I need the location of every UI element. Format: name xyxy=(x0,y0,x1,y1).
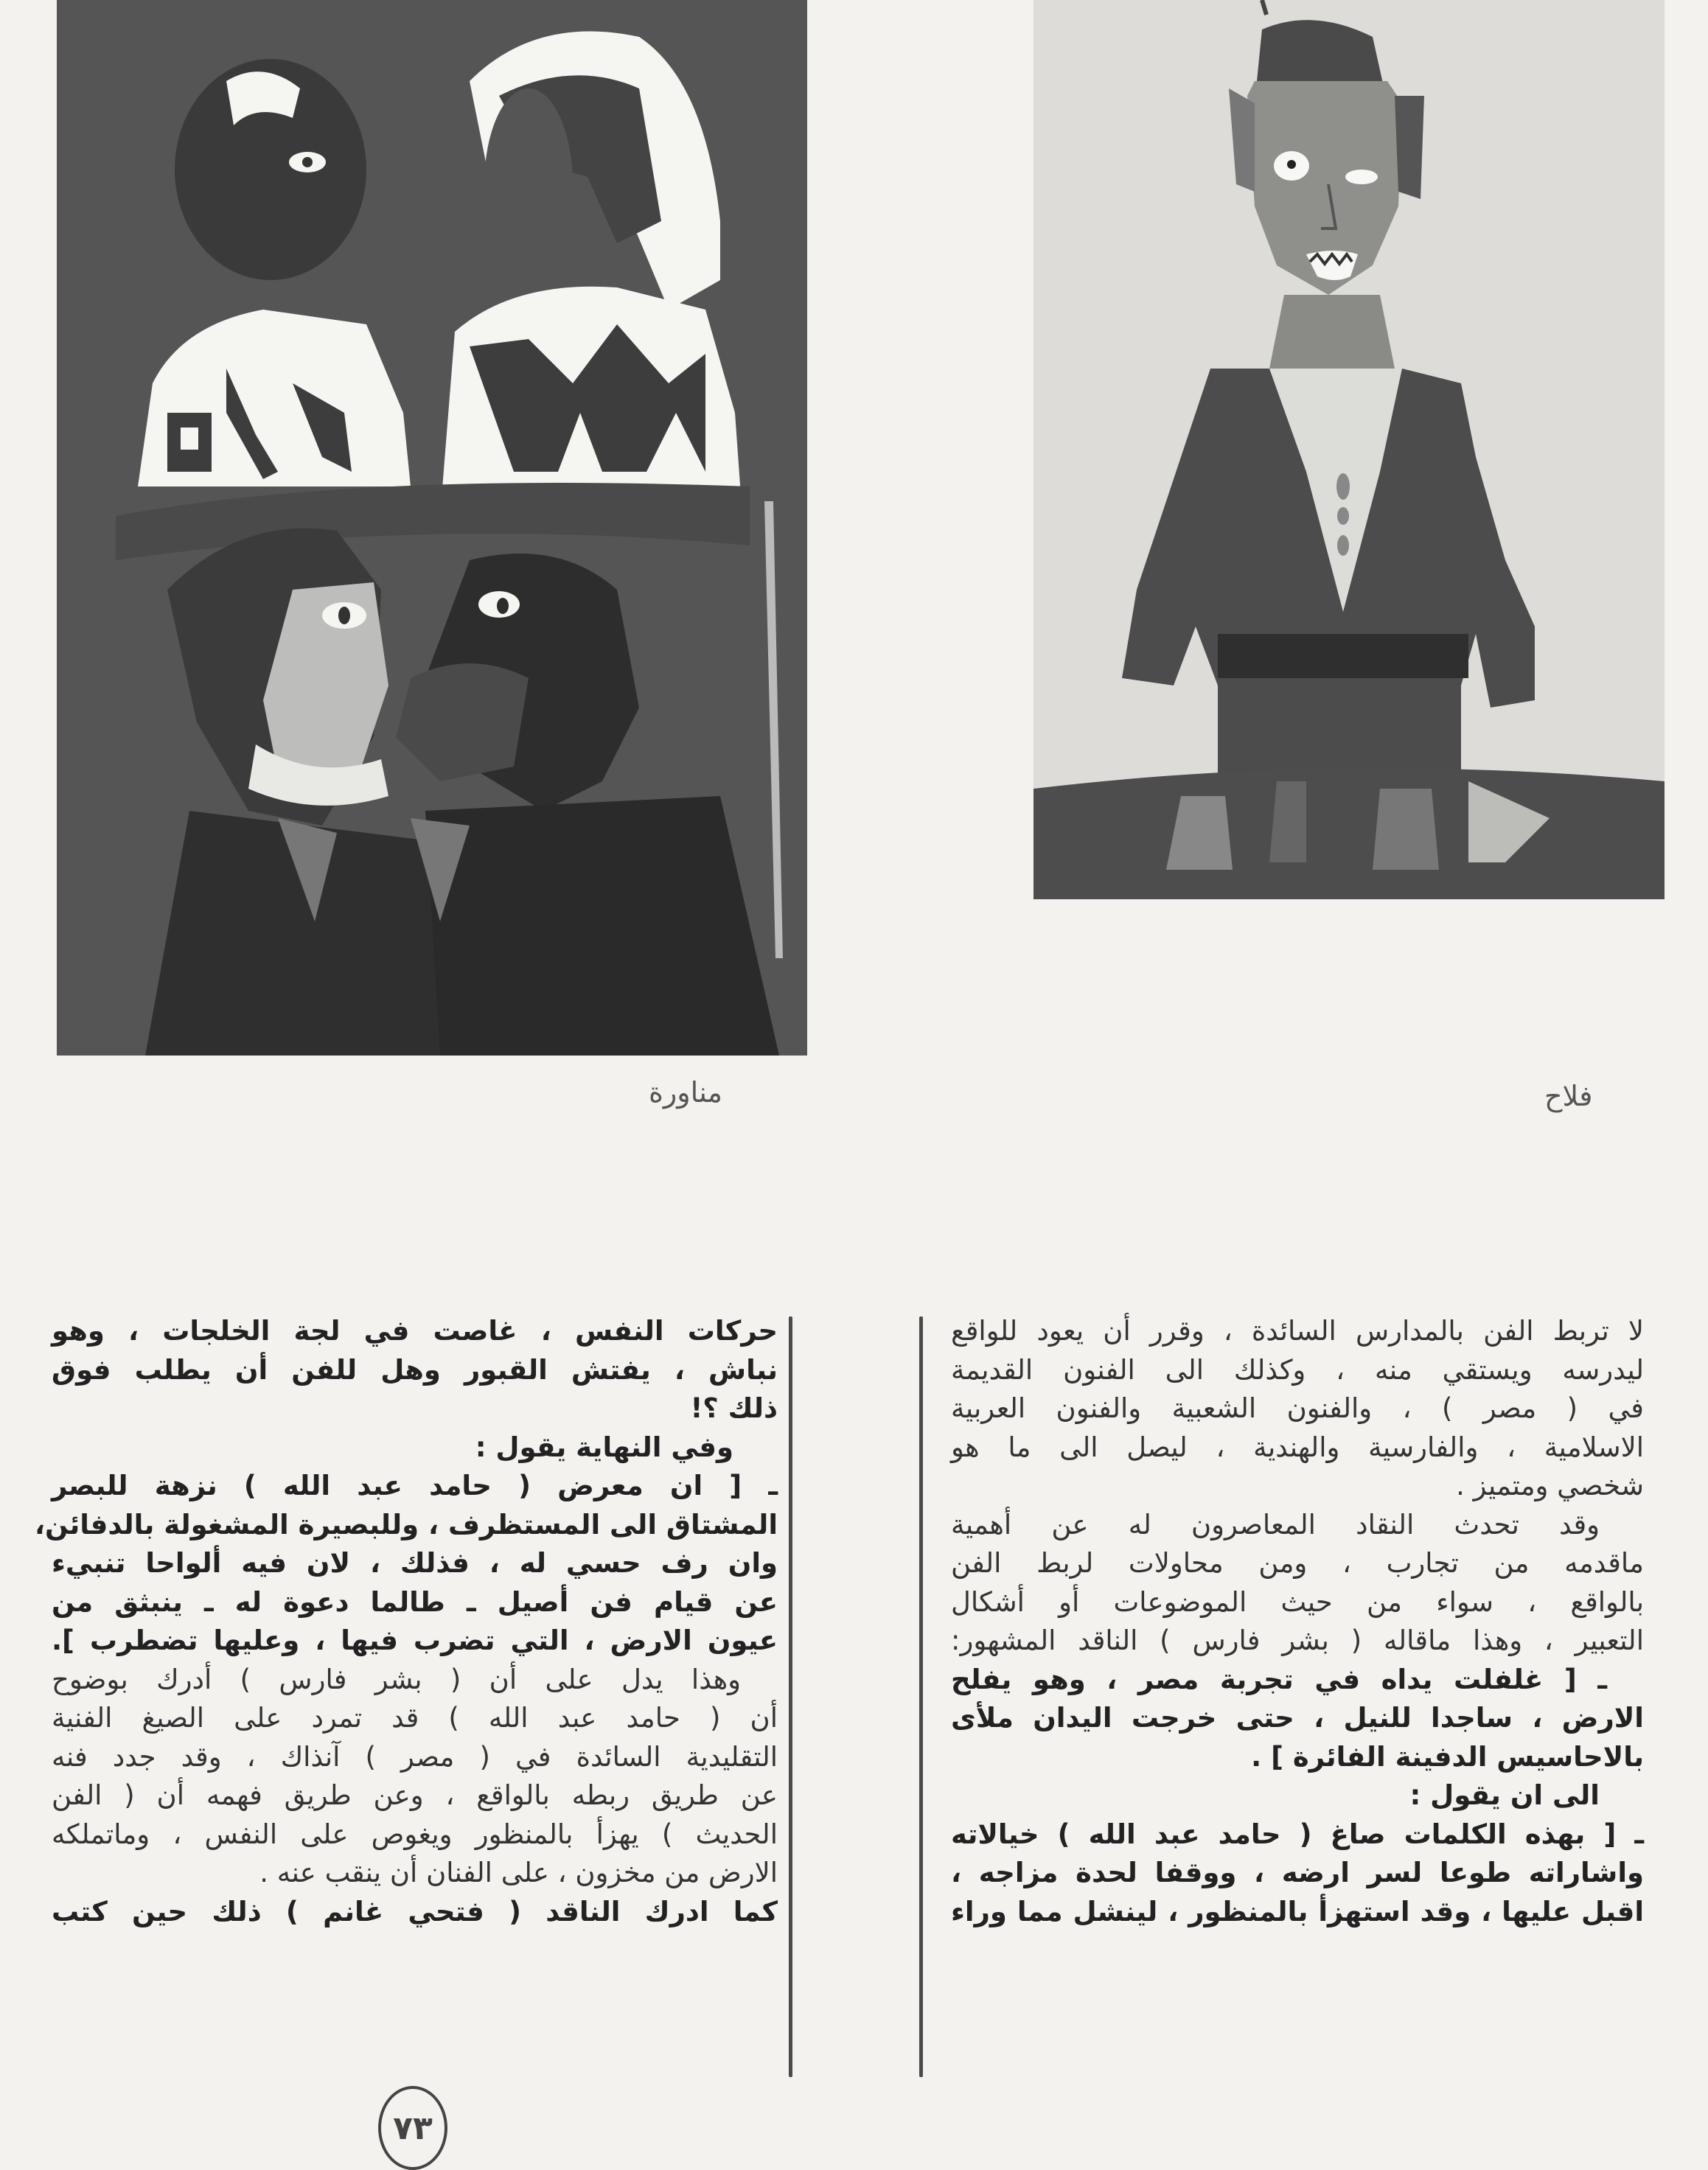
paragraph xyxy=(52,1428,778,1468)
text-column-right xyxy=(951,1312,1644,1931)
text-line: عن طريق ربطه بالواقع ، وعن طريق فهمه أن ( الفن xyxy=(52,1779,778,1811)
quote-paragraph xyxy=(951,1661,1644,1777)
quote-paragraph xyxy=(34,1467,778,1661)
text-line: في ( مصر ) ، والفنون الشعبية والفنون العربية xyxy=(951,1392,1644,1424)
text-line: عن قيام فن أصيل ـ طالما دعوة له ـ ينبثق من xyxy=(52,1585,778,1618)
text-line: التقليدية السائدة في ( مصر ) آنذاك ، وقد جدد فنه xyxy=(52,1740,778,1773)
text-line: كما ادرك الناقد ( فتحي غانم ) ذلك حين كتب xyxy=(52,1895,778,1927)
text-line: شخصي ومتميز . xyxy=(1456,1470,1644,1501)
artwork-peasant-image xyxy=(1033,0,1665,899)
text-line: وفي النهاية يقول : xyxy=(475,1431,733,1463)
paragraph xyxy=(52,1893,778,1932)
page-number: ٧٣ xyxy=(378,2086,447,2170)
text-column-left xyxy=(34,1312,778,1931)
text-line: ـ [ بهذه الكلمات صاغ ( حامد عبد الله ) خيالاته xyxy=(951,1818,1644,1850)
text-line: ماقدمه من تجارب ، ومن محاولات لربط الفن xyxy=(951,1547,1644,1579)
text-line: حركات النفس ، غاصت في لجة الخلجات ، وهو xyxy=(52,1315,778,1347)
column-divider-left xyxy=(789,1316,792,2077)
artwork-peasant xyxy=(1033,0,1665,899)
text-line: الحديث ) يهزأ بالمنظور ويغوص على النفس ، وماتملكه xyxy=(52,1818,778,1850)
figure-caption-peasant: فلاح xyxy=(1544,1080,1593,1112)
text-line: وقد تحدث النقاد المعاصرون له عن أهمية xyxy=(951,1508,1600,1541)
text-line: لا تربط الفن بالمدارس السائدة ، وقرر أن يعود للواقع xyxy=(951,1315,1644,1347)
text-line: التعبير ، وهذا ماقاله ( بشر فارس ) الناقد المشهور: xyxy=(951,1625,1644,1656)
text-line: بالواقع ، سواء من حيث الموضوعات أو أشكال xyxy=(951,1585,1644,1618)
artwork-manoeuvre-image xyxy=(57,0,807,1056)
paragraph xyxy=(951,1506,1644,1661)
text-line: الارض ، ساجدا للنيل ، حتى خرجت اليدان ملأى xyxy=(951,1702,1644,1734)
paragraph xyxy=(52,1312,778,1428)
paragraph xyxy=(951,1776,1644,1815)
text-line: ذلك ؟! xyxy=(690,1392,778,1424)
column-divider-right xyxy=(919,1316,923,2077)
text-line: وهذا يدل على أن ( بشر فارس ) أدرك بوضوح xyxy=(52,1663,741,1695)
text-line: وان رف حسي له ، فذلك ، لان فيه ألواحا تنبيء xyxy=(52,1547,778,1579)
artwork-manoeuvre xyxy=(57,0,807,1056)
text-line: ـ [ ان معرض ( حامد عبد الله ) نزهة للبصر xyxy=(52,1470,778,1501)
text-line: أن ( حامد عبد الله ) قد تمرد على الصيغ الفنية xyxy=(52,1702,778,1734)
text-line: عيون الارض ، التي تضرب فيها ، وعليها تضطرب ]. xyxy=(52,1625,778,1656)
text-line: نباش ، يفتش القبور وهل للفن أن يطلب فوق xyxy=(52,1353,778,1386)
text-line: الى ان يقول : xyxy=(1409,1779,1600,1811)
text-line: بالاحاسيس الدفينة الفائرة ] . xyxy=(1251,1740,1644,1773)
text-line: واشاراته طوعا لسر ارضه ، ووقفا لحدة مزاجه ، xyxy=(951,1857,1644,1888)
text-line: اقبل عليها ، وقد استهزأ بالمنظور ، لينشل مما وراء xyxy=(951,1895,1644,1927)
text-line: الاسلامية ، والفارسية والهندية ، ليصل الى ما هو xyxy=(951,1431,1644,1463)
text-line: المشتاق الى المستظرف ، وللبصيرة المشغولة بالدفائن، xyxy=(34,1508,778,1541)
text-line: الارض من مخزون ، على الفنان أن ينقب عنه . xyxy=(259,1857,778,1888)
text-line: ـ [ غلفلت يداه في تجربة مصر ، وهو يفلح xyxy=(951,1663,1607,1695)
quote-paragraph xyxy=(951,1815,1644,1932)
paragraph xyxy=(52,1661,778,1893)
text-line: ليدرسه ويستقي منه ، وكذلك الى الفنون القديمة xyxy=(951,1353,1644,1386)
paragraph xyxy=(951,1312,1644,1506)
figure-caption-manoeuvre: مناورة xyxy=(649,1076,723,1109)
